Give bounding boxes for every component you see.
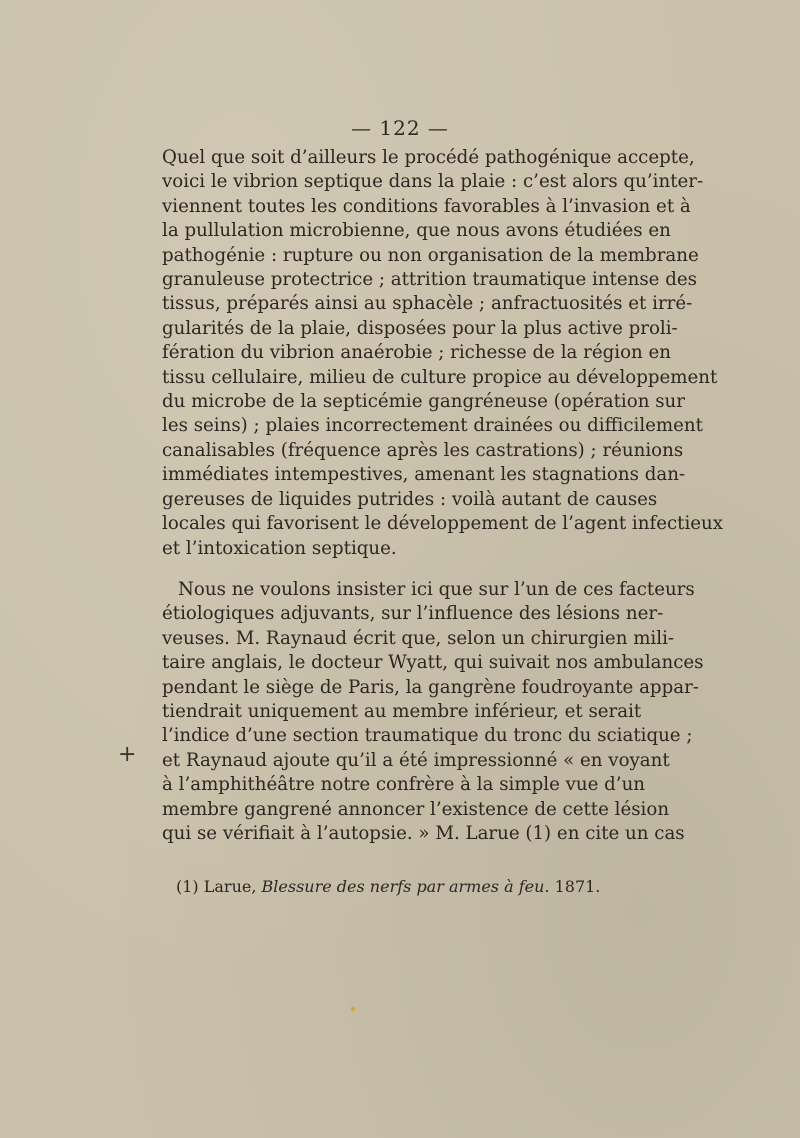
footnote xyxy=(176,877,600,896)
text-line: Quel que soit d’ailleurs le procédé pathogénique accepte, xyxy=(162,147,695,168)
text-line: canalisables (fréquence après les castrations) ; réunions xyxy=(162,439,684,461)
text-line: tissu cellulaire, milieu de culture propice au développement xyxy=(162,366,718,388)
text-line: tiendrait uniquement au membre inférieur, et serait xyxy=(162,701,642,723)
text-line: l’indice d’une section traumatique du tronc du sciatique ; xyxy=(162,725,693,747)
margin-annotation-mark: + xyxy=(118,742,137,767)
paragraph-1 xyxy=(162,146,723,561)
text-line: viennent toutes les conditions favorables à l’invasion et à xyxy=(162,195,691,217)
text-line: étiologiques adjuvants, sur l’influence des lésions ner- xyxy=(162,603,664,625)
paragraph-2 xyxy=(162,578,704,846)
footnote-title: Blessure des nerfs par armes à feu. xyxy=(261,877,550,896)
text-line: la pullulation microbienne, que nous avons étudiées en xyxy=(162,220,671,242)
text-line: locales qui favorisent le développement de l’agent infectieux xyxy=(162,513,723,535)
text-line: fération du vibrion anaérobie ; richesse de la région en xyxy=(162,342,672,364)
text-line: les seins) ; plaies incorrectement drainées ou difficilement xyxy=(162,415,703,437)
text-line: tissus, préparés ainsi au sphacèle ; anfractuosités et irré- xyxy=(162,293,693,315)
text-line: du microbe de la septicémie gangréneuse (opération sur xyxy=(162,391,685,413)
text-line: veuses. M. Raynaud écrit que, selon un chirurgien mili- xyxy=(162,627,675,649)
text-line: gereuses de liquides putrides : voilà autant de causes xyxy=(162,488,658,510)
text-line: pendant le siège de Paris, la gangrène foudroyante appar- xyxy=(162,676,699,698)
text-line: gularités de la plaie, disposées pour la plus active proli- xyxy=(162,317,678,339)
text-line: voici le vibrion septique dans la plaie : c’est alors qu’inter- xyxy=(162,171,704,193)
text-line: pathogénie : rupture ou non organisation de la membrane xyxy=(162,244,699,266)
text-line: et l’intoxication septique. xyxy=(162,537,397,559)
footnote-year: 1871. xyxy=(554,877,601,896)
page-number: — 122 — xyxy=(351,116,449,140)
text-line: et Raynaud ajoute qu’il a été impressionné « en voyant xyxy=(162,749,670,771)
text-line: qui se vérifiait à l’autopsie. » M. Larue (1) en cite un cas xyxy=(162,823,685,845)
text-line: granuleuse protectrice ; attrition traumatique intense des xyxy=(162,269,697,291)
paper-speck xyxy=(351,1007,355,1011)
text-line: immédiates intempestives, amenant les stagnations dan- xyxy=(162,464,686,486)
text-line: taire anglais, le docteur Wyatt, qui suivait nos ambulances xyxy=(162,652,704,674)
footnote-marker: (1) Larue, xyxy=(176,877,257,896)
text-line: Nous ne voulons insister ici que sur l’un de ces facteurs xyxy=(178,579,695,600)
text-line: membre gangrené annoncer l’existence de cette lésion xyxy=(162,798,670,820)
text-line: à l’amphithéâtre notre confrère à la simple vue d’un xyxy=(162,774,645,796)
